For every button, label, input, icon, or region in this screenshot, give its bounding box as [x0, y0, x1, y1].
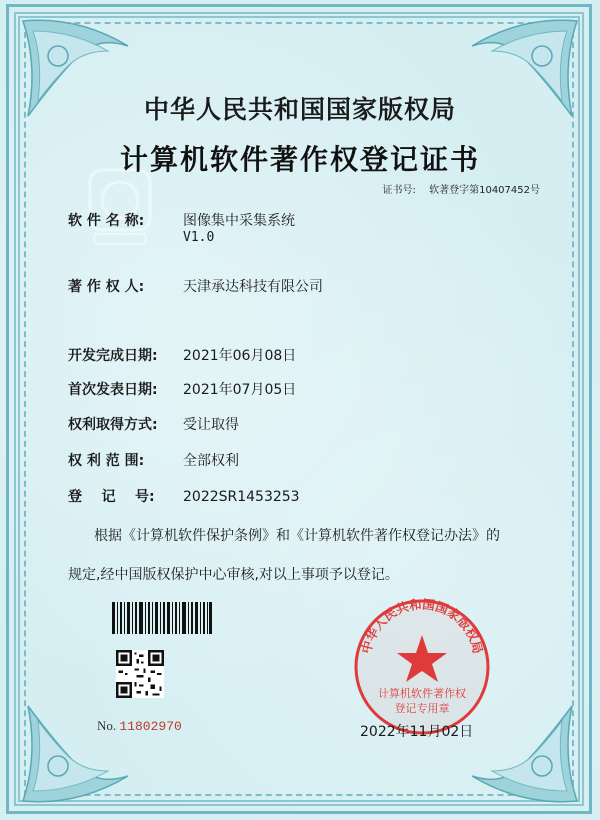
statement-line-1: 根据《计算机软件保护条例》和《计算机软件著作权登记办法》的: [94, 528, 500, 544]
statement-line-2: 规定,经中国版权保护中心审核,对以上事项予以登记。: [68, 567, 399, 583]
svg-text:计算机软件著作权: 计算机软件著作权: [378, 687, 466, 700]
field-label: 首次发表日期:: [68, 382, 158, 398]
serial-number: [97, 718, 182, 734]
svg-text:中华人民共和国国家版权局: 中华人民共和国国家版权局: [358, 597, 486, 656]
certificate-number: [383, 181, 540, 196]
certificate-title: 计算机软件著作权登记证书: [119, 143, 480, 176]
certificate-number-value: 软著登字第10407452号: [429, 185, 540, 196]
field-label: 权利取得方式:: [68, 417, 158, 433]
field-label: 著 作 权 人:: [68, 279, 145, 295]
field-completion-date: [68, 345, 296, 365]
certificate-number-label: 证书号:: [382, 185, 416, 196]
serial-number-value: 11802970: [119, 719, 182, 734]
issue-date: 2022年11月02日: [360, 724, 474, 740]
field-label: 登 记 号:: [68, 489, 155, 505]
official-seal-stamp: [352, 597, 492, 737]
serial-prefix: No.: [97, 718, 117, 733]
field-value: 图像集中采集系统: [183, 213, 295, 229]
field-rights-scope: [68, 450, 239, 470]
field-value: 2022SR1453253: [183, 489, 300, 505]
software-version: V1.0: [183, 230, 215, 245]
svg-text:登记专用章: 登记专用章: [394, 702, 450, 715]
field-label: 软 件 名 称:: [68, 213, 145, 229]
field-owner: [68, 276, 323, 296]
field-label: 开发完成日期:: [68, 348, 158, 364]
field-acquisition-method: [68, 414, 239, 434]
qr-code-icon: [116, 650, 164, 698]
field-label: 权 利 范 围:: [68, 453, 145, 469]
field-value: 2021年07月05日: [183, 382, 297, 398]
field-value: 全部权利: [183, 453, 239, 469]
field-first-publish-date: [68, 379, 296, 399]
field-value: 受让取得: [183, 417, 239, 433]
corner-ornament-bottom-left: [18, 696, 138, 806]
issuer-title: 中华人民共和国国家版权局: [143, 95, 456, 124]
field-software-name: [68, 210, 295, 230]
field-value: 天津承达科技有限公司: [183, 279, 323, 295]
barcode-icon: [112, 602, 212, 634]
field-registration-no: [68, 486, 300, 506]
field-value: 2021年06月08日: [183, 348, 297, 364]
